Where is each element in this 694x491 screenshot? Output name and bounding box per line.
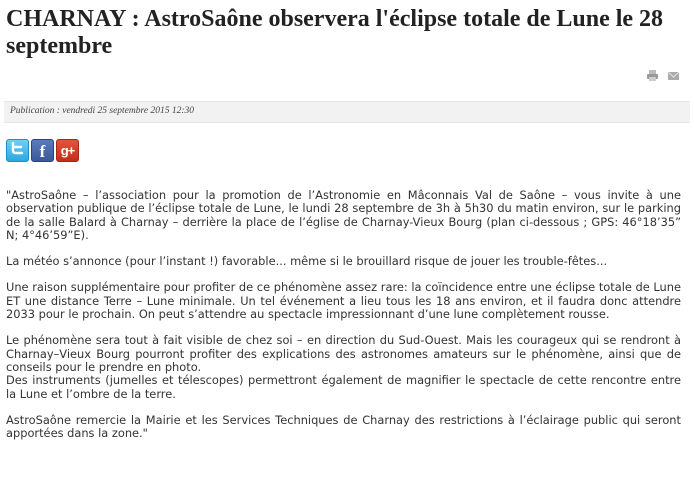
- paragraph-intro: "AstroSaône – l’association pour la promotion de l’Astronomie en Mâconnais Val de Saône – vous invite à une observation publique de l’éclipse totale de Lune, le lundi 28 septembre de 3h à 5h30 du matin environ, sur le parking de la salle Balard à Charnay – derrière la place de l’église de Charnay-Vieux Bourg (plan ci-dessous ; GPS: 46°18’35” N; 4°46’59”E).: [6, 188, 681, 242]
- share-buttons: [6, 139, 79, 162]
- article-title: CHARNAY : AstroSaône observera l'éclipse totale de Lune le 28 septembre: [6, 6, 664, 59]
- facebook-icon: f: [39, 141, 46, 161]
- paragraph-reason: Une raison supplémentaire pour profiter de ce phénomène assez rare: la coïncidence entre une éclipse totale de Lune ET une distance Terre – Lune minimale. Un tel événement a lieu tous les 18 ans environ, et il faudra donc attendre 2033 pour le prochain. On peut s’attendre au spectacle impressionnant d’une lune complètement rousse.: [6, 280, 681, 322]
- email-icon[interactable]: [667, 67, 680, 80]
- paragraph-visibility: Le phénomène sera tout à fait visible de chez soi – en direction du Sud-Ouest. Mais les courageux qui se rendront à Charnay–Vieux Bourg pourront profiter des explications des astronomes amateurs sur le phénomène, ainsi que de conseils pour le prendre en photo. Des instruments (jumelles et télescopes) permettront également de magnifier le spectacle de cette rencontre entre la Lune et l’ombre de la terre.: [6, 333, 681, 401]
- twitter-icon: [10, 142, 25, 160]
- googleplus-share-button[interactable]: [56, 139, 79, 162]
- article-tools: [646, 67, 680, 80]
- googleplus-icon: g+: [60, 143, 75, 158]
- article-body: [6, 189, 681, 453]
- publication-date: Publication : vendredi 25 septembre 2015 12:30: [10, 106, 194, 116]
- twitter-share-button[interactable]: [6, 139, 29, 162]
- paragraph-weather: La météo s’annonce (pour l’instant !) favorable... même si le brouillard risque de jouer les trouble-fêtes...: [6, 254, 608, 269]
- publication-bar: [4, 101, 690, 123]
- paragraph-thanks: AstroSaône remercie la Mairie et les Services Techniques de Charnay des restrictions à l’éclairage public qui seront apportées dans la zone.": [6, 412, 681, 441]
- facebook-share-button[interactable]: [31, 139, 54, 162]
- printer-icon[interactable]: [646, 67, 659, 80]
